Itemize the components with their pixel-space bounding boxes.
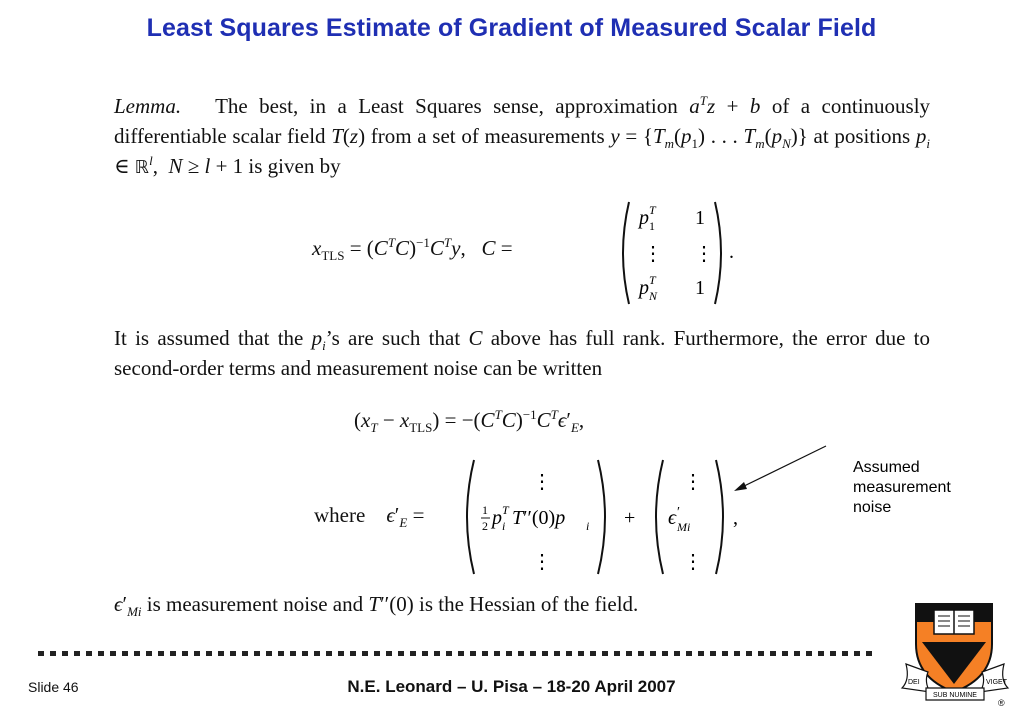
svg-text:p: p xyxy=(492,507,502,529)
svg-text:Mi: Mi xyxy=(677,520,691,534)
para2-line2: the error due to second-order terms and measurement noise can be written xyxy=(114,326,931,380)
svg-text:1: 1 xyxy=(695,277,705,299)
svg-text:,: , xyxy=(733,507,738,529)
annotation-noise xyxy=(853,458,951,518)
para2-line1c: above has full rank. Furthermore, xyxy=(490,326,784,350)
last-line: $\epsilon'_{Mi}$ is measurement noise and T′′(0) is the Hessian of the field. xyxy=(114,592,639,620)
equation-xtls: $x_{TLS} = (C^TC)^{-1}C^Ty$, C = xyxy=(312,235,513,264)
footer-credit: N.E. Leonard – U. Pisa – 18-20 April 2007 xyxy=(347,677,676,696)
lemma-text-2: of a continuously differentiable scalar field xyxy=(114,94,931,148)
svg-text:⋮: ⋮ xyxy=(532,471,552,493)
svg-text:⋮: ⋮ xyxy=(694,243,714,265)
matrix-c xyxy=(615,198,745,308)
annotation-line-2: measurement xyxy=(853,479,951,496)
svg-text:N: N xyxy=(649,289,658,303)
lemma-text-4: at positions xyxy=(813,124,911,148)
registered-mark: ® xyxy=(998,698,1005,708)
svg-text:p: p xyxy=(639,207,649,229)
svg-text:.: . xyxy=(729,241,734,263)
where-label: where xyxy=(314,503,366,527)
svg-text:⋮: ⋮ xyxy=(532,551,552,573)
svg-text:1: 1 xyxy=(695,207,705,229)
svg-text:⋮: ⋮ xyxy=(683,471,703,493)
annotation-line-1: Assumed xyxy=(853,459,920,476)
princeton-shield-logo xyxy=(900,596,1010,708)
lemma-text-3: from a set of measurements xyxy=(370,124,605,148)
svg-text:T: T xyxy=(649,203,656,217)
equation-where: where $\epsilon'_E$ = xyxy=(314,503,425,531)
lemma-text-1: The best, in a Least Squares sense, approximation xyxy=(215,94,678,118)
svg-text:1: 1 xyxy=(482,503,488,517)
svg-text:′: ′ xyxy=(677,505,681,520)
assumption-paragraph: It is assumed that the $p_i’s$ are such that C above has full rank. Furthermore, the error due to second-order terms and measurement noise can be written xyxy=(114,326,931,380)
svg-text:T: T xyxy=(649,273,656,287)
lemma-text-5: is given by xyxy=(248,154,341,178)
para2-line1: It is assumed that the xyxy=(114,326,304,350)
slide-title: Least Squares Estimate of Gradient of Measured Scalar Field xyxy=(146,14,877,42)
footer-divider xyxy=(38,651,872,656)
svg-text:⋮: ⋮ xyxy=(643,243,663,265)
annotation-arrow xyxy=(730,444,830,494)
annotation-line-3: noise xyxy=(853,499,892,516)
svg-text:i: i xyxy=(502,519,506,533)
banner-left: DEI xyxy=(908,679,920,686)
svg-text:p: p xyxy=(639,277,649,299)
para2-line1b: ’s are such that xyxy=(325,326,461,350)
banner-center: SUB NUMINE xyxy=(933,692,977,699)
equation-error: $(x_T - x_{TLS}) = -(C^TC)^{-1}C^T\epsilon'_E$, xyxy=(354,407,585,436)
svg-text:i: i xyxy=(586,519,590,533)
svg-text:1: 1 xyxy=(649,219,655,233)
epsilon-vectors xyxy=(458,456,748,578)
lemma-label: Lemma. xyxy=(114,94,182,118)
last-line-text-b: is the Hessian of the field. xyxy=(419,592,639,616)
svg-text:T′′(0)p: T′′(0)p xyxy=(512,507,566,529)
svg-text:ϵ: ϵ xyxy=(668,507,677,529)
banner-right: VIGET xyxy=(986,679,1008,686)
lemma-paragraph: Lemma. The best, in a Least Squares sense, approximation $a^Tz + b$ of a continuously differentiable scalar field T(z) from a set of measurements $y = \{T_m(p_1)$ . . . $T_m(p_N)$} at positions $p_i$ ∈ ℝ$^l$, N ≥ l + 1 is given by xyxy=(114,93,931,178)
last-line-text: is measurement noise and xyxy=(146,592,364,616)
svg-text:2: 2 xyxy=(482,519,488,533)
slide-number: Slide 46 xyxy=(28,679,79,695)
svg-text:T: T xyxy=(502,503,509,517)
svg-text:+: + xyxy=(624,507,636,529)
svg-text:⋮: ⋮ xyxy=(683,551,703,573)
